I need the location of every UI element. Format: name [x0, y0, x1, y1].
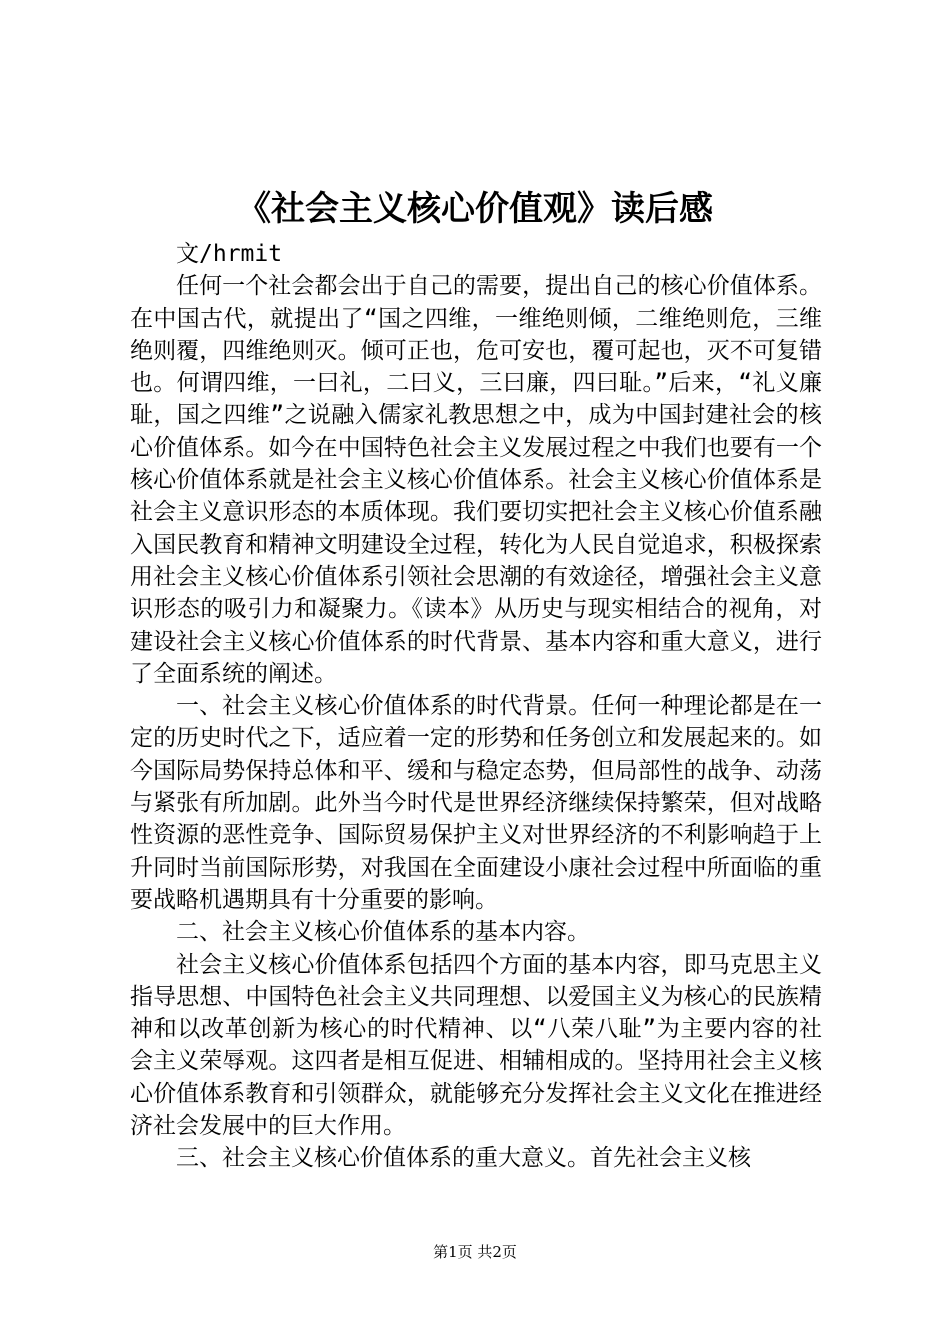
document-body — [130, 238, 822, 1175]
paragraph-section-2: 社会主义核心价值体系包括四个方面的基本内容，即马克思主义指导思想、中国特色社会主义共同理想、以爱国主义为核心的民族精神和以改革创新为核心的时代精神、以“八荣八耻”为主要内容的社会主义荣辱观。这四者是相互促进、相辅相成的。坚持用社会主义核心价值体系教育和引领群众，就能够充分发挥社会主义文化在推进经济社会发展中的巨大作用。 — [130, 951, 822, 1140]
page-footer: 第1页 共2页 — [433, 1243, 517, 1261]
paragraph-intro: 任何一个社会都会出于自己的需要，提出自己的核心价值体系。在中国古代，就提出了“国之四维，一维绝则倾，二维绝则危，三维绝则覆，四维绝则灭。倾可正也，危可安也，覆可起也，灭不可复错也。何谓四维，一曰礼，二曰义，三曰廉，四曰耻。”后来，“礼义廉耻，国之四维”之说融入儒家礼教思想之中，成为中国封建社会的核心价值体系。如今在中国特色社会主义发展过程之中我们也要有一个核心价值体系就是社会主义核心价值体系。社会主义核心价值体系是社会主义意识形态的本质体现。我们要切实把社会主义核心价值系融入国民教育和精神文明建设全过程，转化为人民自觉追求，积极探索用社会主义核心价值体系引领社会思潮的有效途径，增强社会主义意识形态的吸引力和凝聚力。《读本》从历史与现实相结合的视角，对建设社会主义核心价值体系的时代背景、基本内容和重大意义，进行了全面系统的阐述。 — [130, 273, 822, 687]
author-byline: 文/hrmit — [176, 241, 283, 267]
paragraph-section-1: 一、社会主义核心价值体系的时代背景。任何一种理论都是在一定的历史时代之下，适应着一定的形势和任务创立和发展起来的。如今国际局势保持总体和平、缓和与稳定态势，但局部性的战争、动荡与紧张有所加剧。此外当今时代是世界经济继续保持繁荣，但对战略性资源的恶性竞争、国际贸易保护主义对世界经济的不利影响趋于上升同时当前国际形势，对我国在全面建设小康社会过程中所面临的重要战略机遇期具有十分重要的影响。 — [130, 693, 822, 913]
paragraph-section-3: 三、社会主义核心价值体系的重大意义。首先社会主义核 — [176, 1145, 751, 1172]
section-2-heading: 二、社会主义核心价值体系的基本内容。 — [176, 919, 590, 946]
document-title: 《社会主义核心价值观》读后感 — [237, 189, 713, 229]
